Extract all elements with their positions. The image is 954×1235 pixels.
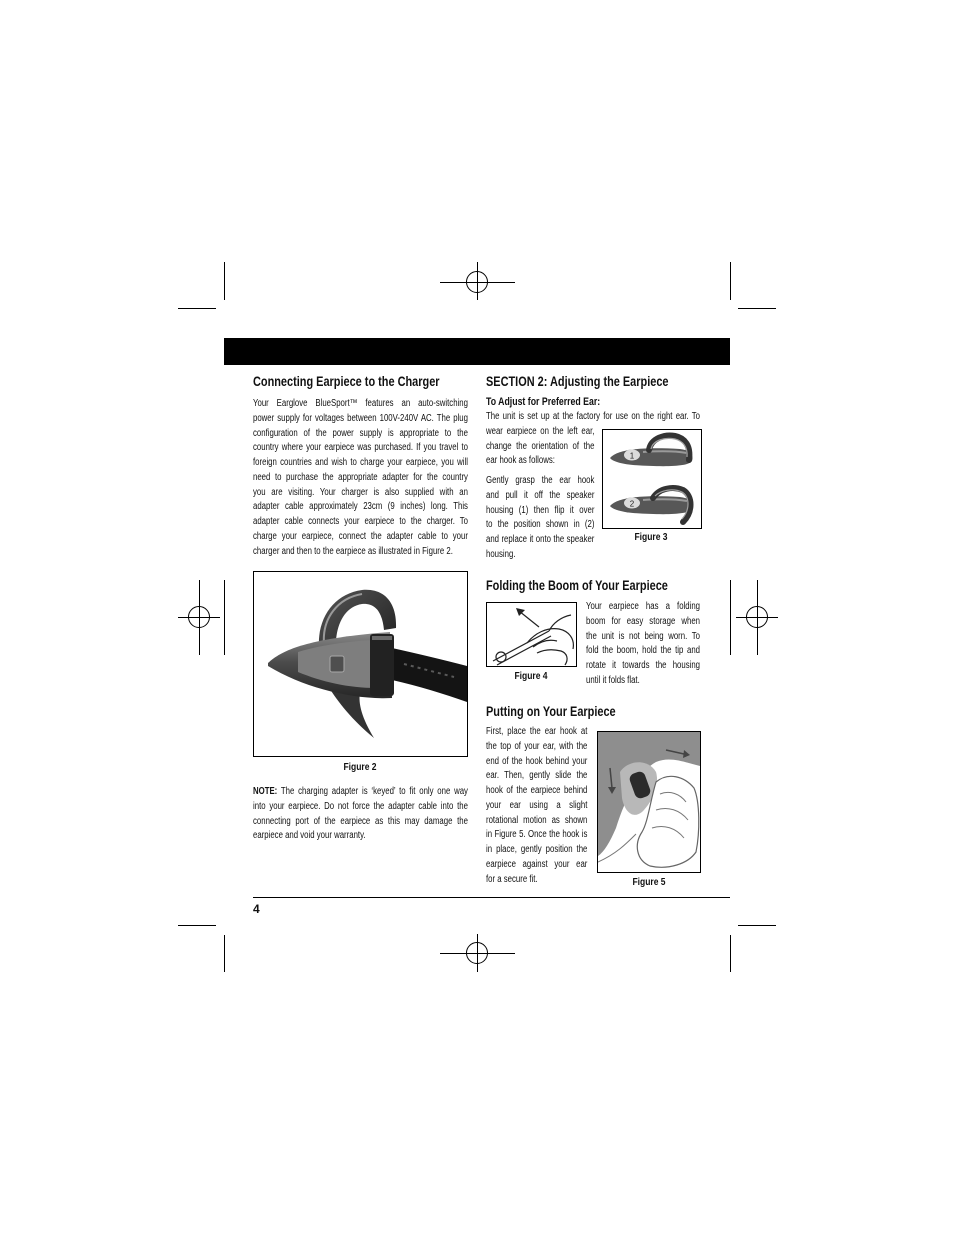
earpiece-position-2 (610, 488, 693, 522)
text-line: your ear using a slight (486, 799, 588, 811)
text-line: connecting port of the earpiece as this may damage the (253, 815, 468, 827)
control-button (330, 656, 344, 672)
text-line: fold the boom, hold the tip and (586, 645, 701, 657)
folding-heading: Folding the Boom of Your Earpiece (486, 578, 668, 593)
section-2-heading: SECTION 2: Adjusting the Earpiece (486, 374, 669, 389)
putting-on-paragraph (486, 725, 587, 887)
figure-4-folding-boom (486, 602, 577, 667)
text-line: hook of the earpiece behind (486, 785, 588, 796)
charger-heading: Connecting Earpiece to the Charger (253, 374, 440, 389)
finger-line (537, 650, 567, 665)
figure-4-caption: Figure 4 (514, 670, 548, 682)
text-line: charger and then to the earpiece as illustrated in Figure 2. (253, 545, 453, 557)
text-line: change the orientation of the (486, 440, 595, 452)
earpiece-position-1 (610, 436, 693, 467)
text-line: and replace it onto the speaker (486, 534, 595, 545)
text-line: Your earpiece has a folding (586, 601, 701, 612)
ear-hook-steps (486, 474, 594, 563)
text-line: end of the hook behind your (486, 755, 588, 767)
text-line: housing (1) then flip it over (486, 504, 595, 516)
text-line: foreign countries and wish to charge your earpiece, you will (253, 457, 468, 468)
text-line: in Figure 5. Once the hook is (486, 829, 588, 841)
text-line: First, place the ear hook at (486, 726, 588, 737)
text-line: ear hook as follows: (486, 455, 555, 467)
figure-2-earpiece-photo (253, 571, 468, 757)
charger-paragraph (253, 397, 468, 559)
text-line: country where your earpiece was purchased. If you travel to (253, 442, 468, 454)
text-line: rotational motion as shown (486, 814, 588, 826)
note-first-text: The charging adapter is ‘keyed’ to fit only one way (277, 786, 468, 797)
header-bar (224, 338, 730, 365)
text-line: you are visiting. Your charger is also supplied with an (253, 486, 468, 498)
position-label-2: 2 (629, 499, 635, 509)
figure-3-ear-hook-orientation (602, 429, 702, 529)
folding-paragraph (586, 600, 700, 689)
text-line: Gently grasp the ear hook (486, 475, 595, 486)
registration-mark-top (440, 262, 515, 300)
putting-on-heading: Putting on Your Earpiece (486, 704, 616, 719)
text-line: power supply for voltages between 100V-240V AC. The plug (253, 412, 468, 424)
text-line: need to purchase the appropriate adapter for the country (253, 471, 468, 483)
boom-edge (493, 631, 549, 661)
connector-highlight (372, 636, 392, 640)
text-line: The unit is set up at the factory for use on the right ear. To (486, 411, 701, 422)
footer-rule (253, 897, 730, 898)
text-line: to the position shown in (2) (486, 519, 595, 531)
text-line: charge your earpiece, connect the adapter cable to your (253, 530, 468, 542)
figure-3-caption: Figure 3 (634, 531, 668, 543)
text-line: for a secure fit. (486, 873, 538, 885)
figure-5-caption: Figure 5 (632, 876, 666, 888)
text-line: the unit is not being worn. To (586, 630, 701, 642)
page-number: 4 (253, 902, 260, 916)
text-line: earpiece against your ear (486, 858, 588, 870)
figure-2-caption: Figure 2 (343, 761, 377, 773)
folding-boom-illustration (487, 603, 576, 666)
registration-mark-left (178, 580, 220, 655)
text-line: configuration of the power supply is appropriate to the (253, 427, 468, 439)
earpiece-with-cable-illustration (254, 572, 467, 756)
earpiece-on-ear-illustration (598, 732, 700, 872)
charging-connector (370, 634, 394, 696)
text-line: adapter cable connects your earpiece to the charger. To (253, 516, 468, 527)
rotation-arrow-shaft (519, 611, 539, 627)
registration-mark-bottom (440, 934, 515, 972)
text-line: boom for easy storage when (586, 615, 701, 627)
text-line: into your earpiece. Do not force the adapter cable into the (253, 800, 468, 812)
note-label: NOTE: (253, 786, 278, 797)
text-line: rotate it towards the housing (586, 660, 701, 671)
text-line: and pull it off the speaker (486, 489, 595, 501)
ear-hook-flip-illustration (603, 430, 701, 528)
text-line: the top of your ear, with the (486, 740, 588, 752)
text-line: ear. Then, gently slide the (486, 770, 588, 782)
note-paragraph (253, 785, 468, 844)
figure-5-wearing-photo (597, 731, 701, 873)
text-line: Your Earglove BlueSport™ features an auto-switching (253, 398, 468, 409)
text-line: earpiece and void your warranty. (253, 830, 366, 842)
text-line: in place, gently position the (486, 844, 588, 855)
registration-mark-right (736, 580, 778, 655)
text-line: wear earpiece on the left ear, (486, 425, 595, 437)
adapter-cable (392, 648, 467, 702)
text-line: adapter cable approximately 23cm (9 inches) long. This (253, 501, 468, 513)
position-label-1: 1 (629, 451, 635, 461)
text-line: until it folds flat. (586, 674, 640, 686)
preferred-ear-subheading: To Adjust for Preferred Ear: (486, 396, 601, 408)
note-first-line (253, 785, 468, 800)
text-line: housing. (486, 548, 516, 560)
